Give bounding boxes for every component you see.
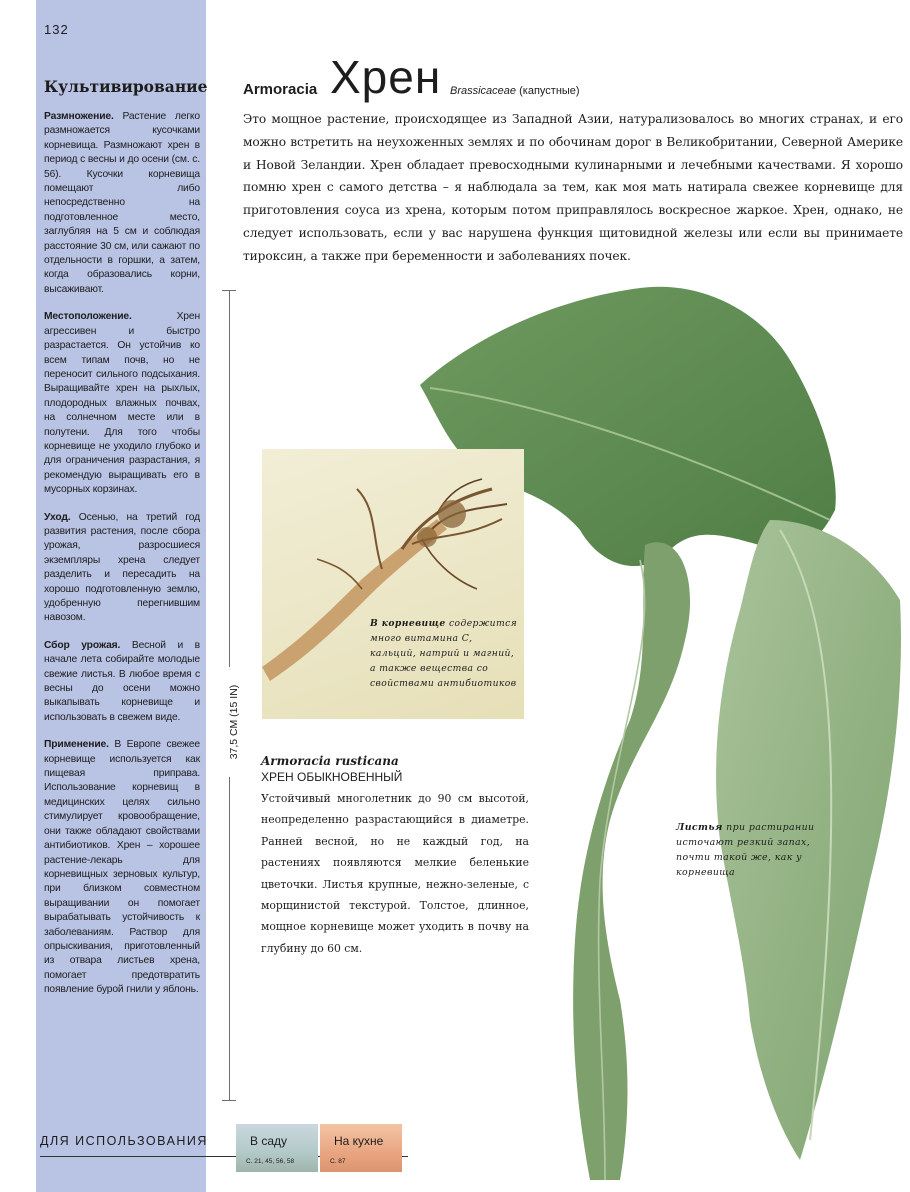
scale-ruler-label: 37,5 СМ (15 IN) bbox=[228, 667, 240, 777]
sidebar-section-location: Местоположение. Хрен агрессивен и быстро разрастается. Он устойчив ко всем типам почв, но не переносит сильного подсыхания. Выращивайте хрен на рыхлых, плодородных влажных почвах, на солнечном месте или в полутени. Для того чтобы корневище не уходило глубоко и для ограничения разрастания, я рекомендую выращивать его в мусорных корзинах. bbox=[44, 311, 200, 496]
footer-tab-label: В саду bbox=[250, 1134, 288, 1148]
sidebar-section-harvest: Сбор урожая. Весной и в начале лета собирайте молодые свежие листья. В любое время с весны до осени можно выкапывать корневище и использовать в свежем виде. bbox=[44, 639, 200, 723]
leaf-caption: Листья при растирании источают резкий запах, почти такой же, как у корневища bbox=[676, 822, 815, 878]
page-number: 132 bbox=[44, 22, 69, 37]
sidebar-title: Культивирование bbox=[44, 77, 208, 96]
horseradish-leaves-image bbox=[400, 280, 910, 1180]
footer-tab-label: На кухне bbox=[334, 1134, 384, 1148]
footer-tab-ref: С. 87 bbox=[330, 1158, 346, 1165]
species-block bbox=[261, 754, 529, 959]
genus-name: Armoracia bbox=[243, 81, 318, 98]
species-description: Устойчивый многолетник до 90 см высотой, неопределенно разрастающийся в диаметре. Ранней весной, но не каждый год, на растениях появляются мелкие беленькие цветочки. Листья крупные, нежно-зеленые, с морщинистой текстурой. Толстое, длинное, мощное корневище может уходить в почву на глубину до 60 см. bbox=[261, 792, 529, 955]
footer-tab-ref: С. 21, 45, 56, 58 bbox=[246, 1158, 295, 1165]
sidebar-section-care: Уход. Осенью, на третий год развития растения, после сбора урожая, разросшиеся экземпляры хрена следует разделить и пересадить на хорошо подготовленную землю, удобренную перегнившим навозом. bbox=[44, 511, 200, 624]
species-latin-name: Armoracia rusticana bbox=[261, 754, 399, 768]
sidebar-body bbox=[44, 110, 200, 1011]
intro-paragraph: Это мощное растение, происходящее из Западной Азии, натурализовалось во многих странах, и его можно встретить на неухоженных землях и по обочинам дорог в Великобритании, Северной Америке и Новой Зеландии. Хрен обладает превосходными кулинарными и лечебными качествами. Я хорошо помню хрен с самого детства – я наблюдала за тем, как моя мать натирала свежее корневище для приготовления соуса из хрена, которым потом приправлялось воскресное жаркое. Хрен, однако, не следует использовать, если у вас нарушена функция щитовидной железы или если вы принимаете тироксин, а также при беременности и заболеваниях почек. bbox=[243, 112, 903, 263]
root-photo bbox=[262, 449, 524, 719]
footer-label: ДЛЯ ИСПОЛЬЗОВАНИЯ bbox=[40, 1134, 208, 1148]
species-common-name: ХРЕН ОБЫКНОВЕННЫЙ bbox=[261, 770, 403, 784]
footer-tab-garden[interactable] bbox=[236, 1124, 318, 1172]
sidebar-section-uses: Применение. В Европе свежее корневище используется как пищевая приправа. Использование корневищ в медицинских целях сильно стимулирует кровообращение, они также обладают свойствами антибиотиков. Хрен – хорошее растение-лекарь для корневищных зерновых культур, при близком совместном выращивании он помогает вырабатывать устойчивость к заболеваниям. Раствор для опрыскивания, приготовленный из отвара листьев хрена, помогает предотвратить появление бурой гнили у яблонь. bbox=[44, 739, 200, 996]
scale-ruler-tick bbox=[222, 1100, 236, 1101]
common-name-title: Хрен bbox=[330, 51, 442, 103]
sidebar-section-propagation: Размножение. Растение легко размножается кусочками корневища. Размножают хрен в период с весны и до осени (см. с. 56). Кусочки корневища помещают либо непосредственно на подготовленное место, заглубляя на 5 см и соблюдая расстояние 30 см, или сажают по отдельности в горшки, а затем, когда образовались корни, высаживают. bbox=[44, 111, 200, 295]
footer-tab-kitchen[interactable] bbox=[320, 1124, 402, 1172]
root-caption: В корневище содержится много витамина С, кальций, натрий и магний, а также вещества со свойствами антибиотиков bbox=[370, 618, 518, 689]
scale-ruler-tick bbox=[222, 290, 236, 291]
family-name: Brassicaceae (капустные) bbox=[450, 85, 580, 97]
